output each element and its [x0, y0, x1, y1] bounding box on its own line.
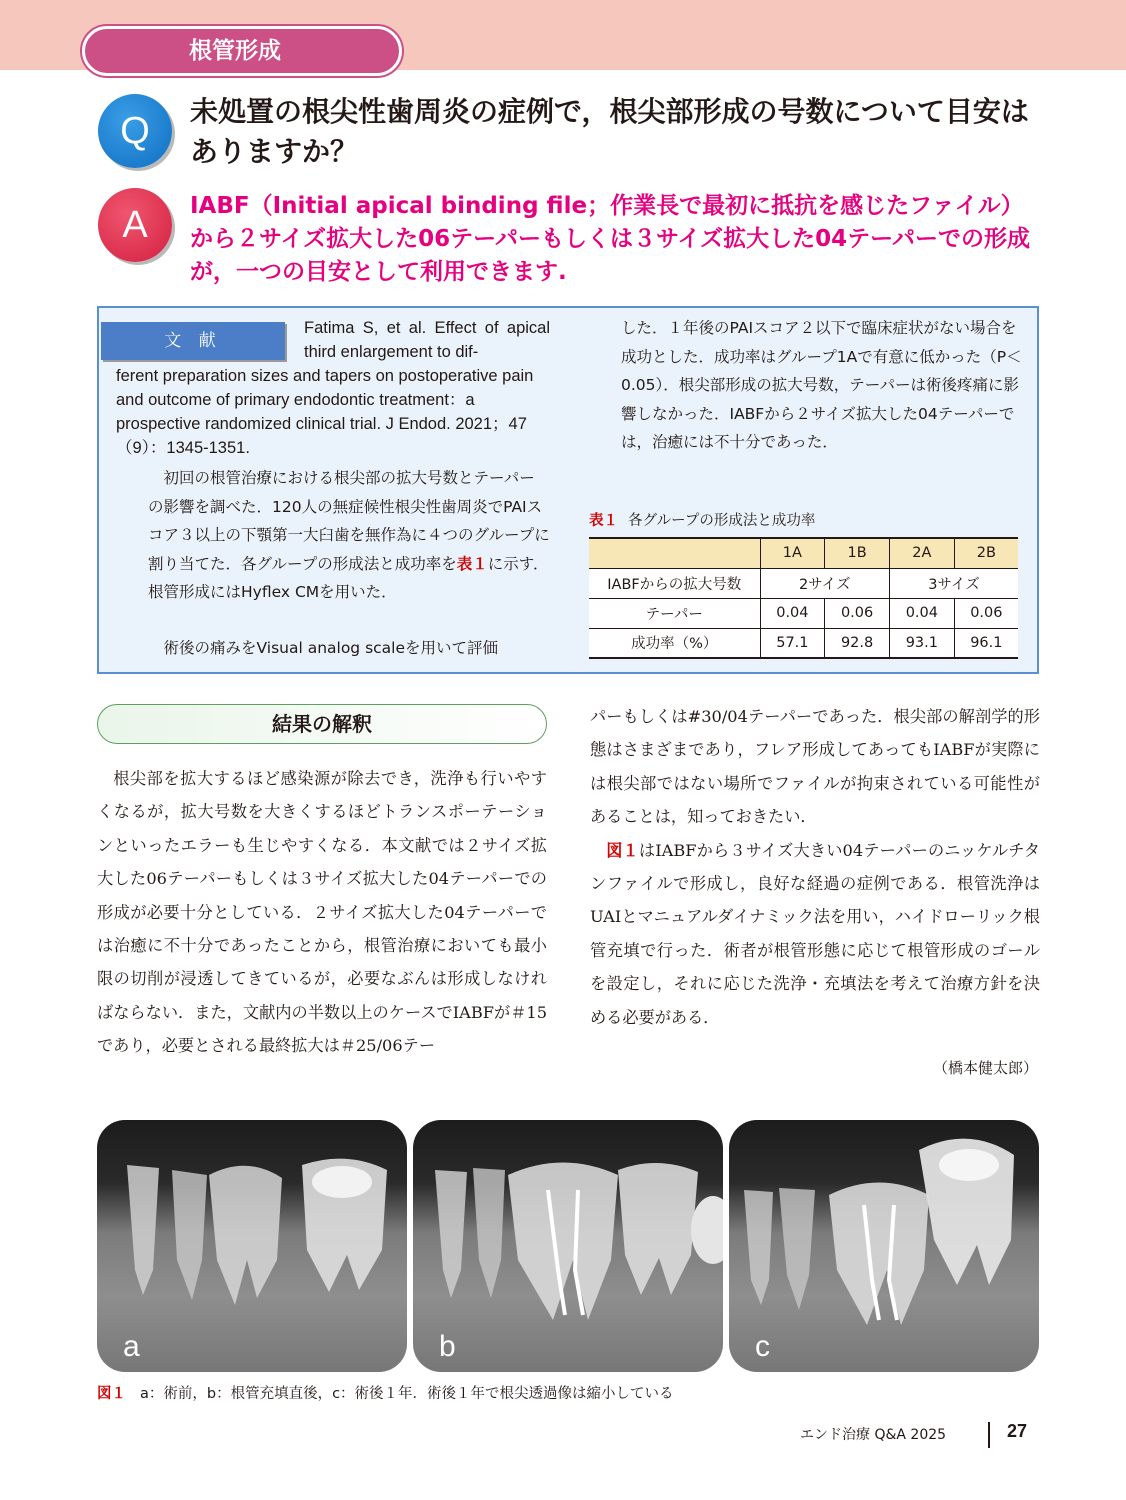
citation-head: Fatima S, et al. Effect of apical third enlargement to dif-: [304, 319, 550, 361]
reference-summary-p1: 初回の根管治療における根尖部の拡大号数とテーパーの影響を調べた．120人の無症候性根尖性歯周炎でPAIスコア３以上の下顎第一大臼歯を無作為に４つのグループに割り当てた．各グループの形成法と成功率を表１に示す．根管形成にはHyflex CMを用いた．: [148, 469, 550, 601]
figure-reference: 図１: [606, 840, 639, 860]
interpretation-paragraph: パーもしくは#30/04テーパーであった．根尖部の解剖学的形態はさまざまであり，フレア形成してあってもIABFが実際には根尖部ではない場所でファイルが拘束されている可能性があることは，知っておきたい．: [590, 707, 1040, 827]
results-table: [589, 537, 1018, 659]
xray-panel-a: [97, 1120, 407, 1372]
citation-rest: ferent preparation sizes and tapers on postoperative pain and outcome of primary endodontic treatment：a prospective randomized clinical trial. J Endod. 2021；47（9）：1345-1351.: [116, 367, 534, 457]
table-cell: 2サイズ: [760, 568, 889, 598]
question-text: 未処置の根尖性歯周炎の症例で，根尖部形成の号数について目安はありますか？: [190, 95, 1029, 168]
table-cell: 3サイズ: [889, 568, 1018, 598]
section-tag: 根管形成: [82, 26, 402, 76]
table-row: [589, 538, 1018, 568]
table-cell: 0.06: [954, 598, 1018, 628]
table-caption: 表１ 各グループの形成法と成功率: [589, 513, 816, 529]
table-row: [589, 598, 1018, 628]
xray-panel-c: [729, 1120, 1039, 1372]
author: （橋本健太郎）: [932, 1059, 1038, 1077]
interpretation-paragraph: 図１はIABFから３サイズ大きい04テーパーのニッケルチタンファイルで形成し，良好な経過の症例である．根管洗浄はUAIとマニュアルダイナミック法を用い，ハイドローリック根管充填で行った．術者が根管形態に応じて根管形成のゴールを設定し，それに応じた洗浄・充填法を考えて治療方針を決める必要がある．: [590, 840, 1041, 1027]
interpretation-heading: 結果の解釈: [97, 704, 547, 744]
reference-label: 文 献: [101, 322, 285, 360]
table-cell: 57.1: [760, 628, 825, 658]
reference-summary-p2: 術後の痛みをVisual analog scaleを用いて評価: [163, 639, 499, 657]
table-cell: 96.1: [954, 628, 1018, 658]
xray-image-b: [413, 1120, 723, 1372]
answer-text: IABF（Initial apical binding file；作業長で最初に抵抗を感じたファイル）から２サイズ拡大した06テーパーもしくは３サイズ拡大した04テーパーでの形成が，一つの目安として利用できます.: [190, 193, 1031, 285]
table-cell: 0.06: [825, 598, 890, 628]
table-row: [589, 568, 1018, 598]
table-cell: 93.1: [889, 628, 954, 658]
panel-label: b: [439, 1330, 456, 1363]
reference-summary-p3: した．１年後のPAIスコア２以下で臨床症状がない場合を成功とした．成功率はグループ1Aで有意に低かった（P＜0.05）．根尖部形成の拡大号数，テーパーは術後疼痛に影響しなかった．IABFから２サイズ拡大した04テーパーでは，治癒には不十分であった．: [621, 319, 1022, 451]
interpretation-right-column: [590, 700, 1040, 1034]
table-header-cell: 1B: [825, 538, 890, 568]
table-row-label: テーパー: [589, 598, 760, 628]
table-header-cell: 2A: [889, 538, 954, 568]
table-cell: 92.8: [825, 628, 890, 658]
answer-icon: A: [98, 188, 172, 262]
xray-image-a: [97, 1120, 407, 1372]
table-header-cell: 2B: [954, 538, 1018, 568]
table-row-label: 成功率（%）: [589, 628, 760, 658]
figure-caption: 図１ a：術前，b：根管充填直後，c：術後１年．術後１年で根尖透過像は縮小している: [97, 1386, 674, 1402]
page-number: 27: [1007, 1421, 1028, 1441]
table-row-label: IABFからの拡大号数: [589, 568, 760, 598]
table-corner-cell: [589, 538, 760, 568]
footer-divider: [988, 1422, 990, 1448]
xray-image-c: [729, 1120, 1039, 1372]
interpretation-left-column: 根尖部を拡大するほど感染源が除去でき，洗浄も行いやすくなるが，拡大号数を大きくするほどトランスポーテーションといったエラーも生じやすくなる．本文献では２サイズ拡大した06テーパーもしくは３サイズ拡大した04テーパーでの形成が必要十分としている．２サイズ拡大した04テーパーでは治癒に不十分であったことから，根管治療においても最小限の切削が浸透してきているが，必要なぶんは形成しなければならない．また，文献内の半数以上のケースでIABFが＃15であり，必要とされる最終拡大は＃25/06テー: [97, 769, 547, 1056]
table-header-cell: 1A: [760, 538, 825, 568]
question-icon: Q: [98, 94, 172, 168]
table-cell: 0.04: [889, 598, 954, 628]
panel-label: a: [123, 1330, 140, 1363]
panel-label: c: [755, 1330, 770, 1363]
xray-panel-b: [413, 1120, 723, 1372]
table-reference: 表１: [456, 554, 488, 573]
table-row: [589, 628, 1018, 658]
table-cell: 0.04: [760, 598, 825, 628]
footer-publication: エンド治療 Q&A 2025: [800, 1427, 947, 1443]
